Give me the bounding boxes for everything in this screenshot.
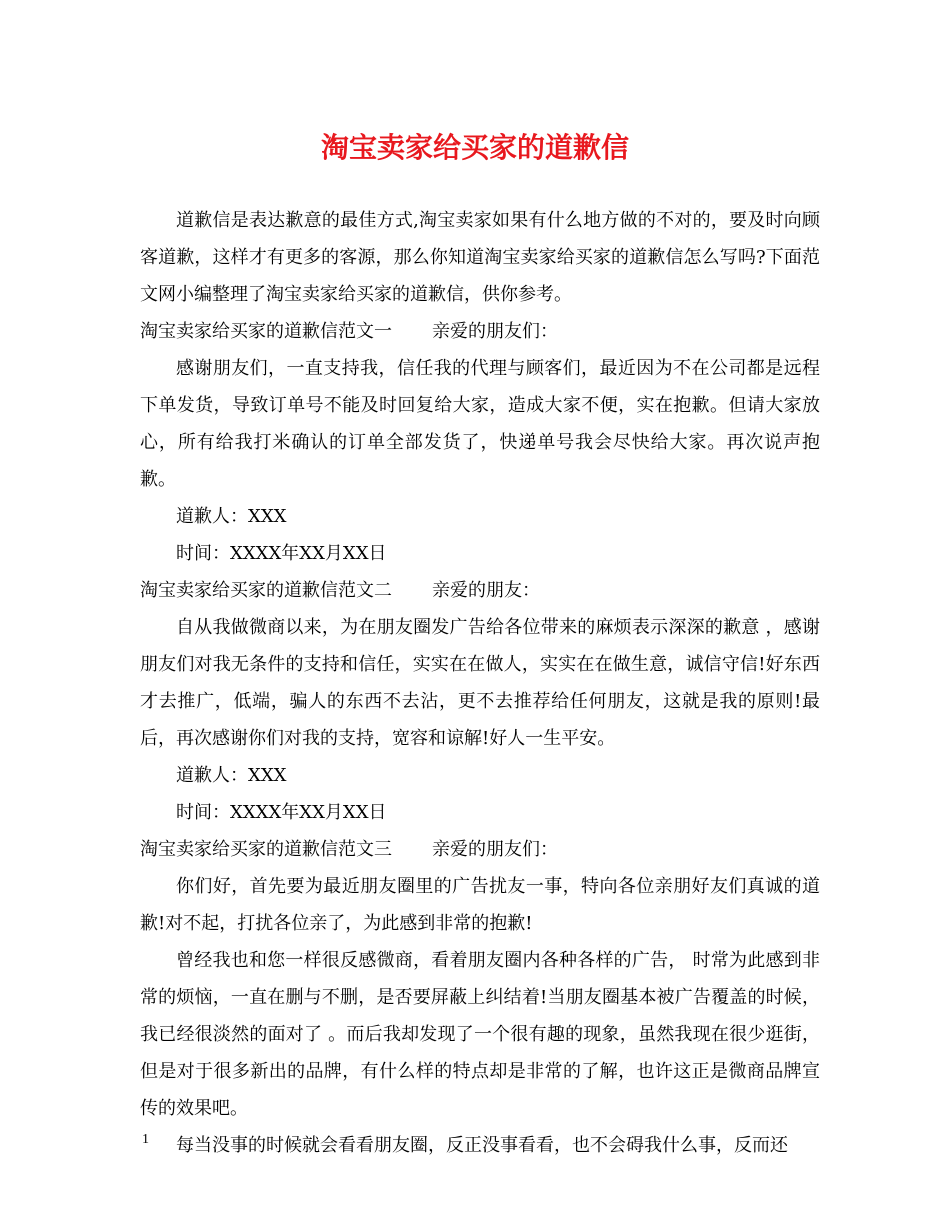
sample-title-2: 淘宝卖家给买家的道歉信范文二	[140, 580, 392, 601]
sample-3-paragraph-3: 每当没事的时候就会看看朋友圈，反正没事看看，也不会碍我什么事，反而还	[176, 1135, 788, 1156]
sample-heading-1	[140, 313, 820, 350]
salutation-2: 亲爱的朋友：	[432, 580, 540, 601]
page-number: 1	[142, 1132, 149, 1147]
intro-paragraph: 道歉信是表达歉意的最佳方式,淘宝卖家如果有什么地方做的不对的，要及时向顾客道歉，这样才有更多的客源，那么你知道淘宝卖家给买家的道歉信怎么写吗?下面范文网小编整理了淘宝卖家给买家的道歉信，供你参考。	[140, 210, 820, 305]
sample-heading-2	[140, 572, 820, 609]
signer-2: 道歉人：XXX	[176, 765, 287, 786]
sample-3-paragraph-2: 曾经我也和您一样很反感微商，看着朋友圈内各种各样的广告， 时常为此感到非常的烦恼，一直在删与不删，是否要屏蔽上纠结着!当朋友圈基本被广告覆盖的时候，我已经很淡然的面对了 。而后我却发现了一个很有趣的现象，虽然我现在很少逛街，但是对于很多新出的品牌，有什么样的特点却是非常的了解，也许这正是微商品牌宣传的效果吧。	[140, 950, 820, 1119]
sample-title-1: 淘宝卖家给买家的道歉信范文一	[140, 321, 392, 342]
document-title: 淘宝卖家给买家的道歉信	[320, 131, 629, 164]
sample-title-3: 淘宝卖家给买家的道歉信范文三	[140, 839, 392, 860]
salutation-1: 亲爱的朋友们：	[432, 321, 558, 342]
sample-heading-3	[140, 831, 820, 868]
sample-body-2: 自从我做微商以来，为在朋友圈发广告给各位带来的麻烦表示深深的歉意 ，感谢朋友们对我无条件的支持和信任，实实在在做人，实实在在做生意，诚信守信!好东西才去推广，低端，骗人的东西不去沾，更不去推荐给任何朋友，这就是我的原则!最后，再次感谢你们对我的支持，宽容和谅解!好人一生平安。	[140, 617, 820, 749]
salutation-3: 亲爱的朋友们：	[432, 839, 558, 860]
document-body	[140, 202, 820, 1164]
date-1: 时间：XXXX年XX月XX日	[176, 543, 387, 564]
date-2: 时间：XXXX年XX月XX日	[176, 802, 387, 823]
sample-body-1: 感谢朋友们，一直支持我，信任我的代理与顾客们，最近因为不在公司都是远程下单发货，导致订单号不能及时回复给大家，造成大家不便，实在抱歉。但请大家放心，所有给我打米确认的订单全部发货了，快递单号我会尽快给大家。再次说声抱歉。	[140, 358, 820, 490]
sample-3-paragraph-1: 你们好，首先要为最近朋友圈里的广告扰友一事，特向各位亲朋好友们真诚的道歉!对不起，打扰各位亲了，为此感到非常的抱歉!	[140, 876, 820, 934]
signer-1: 道歉人：XXX	[176, 506, 287, 527]
